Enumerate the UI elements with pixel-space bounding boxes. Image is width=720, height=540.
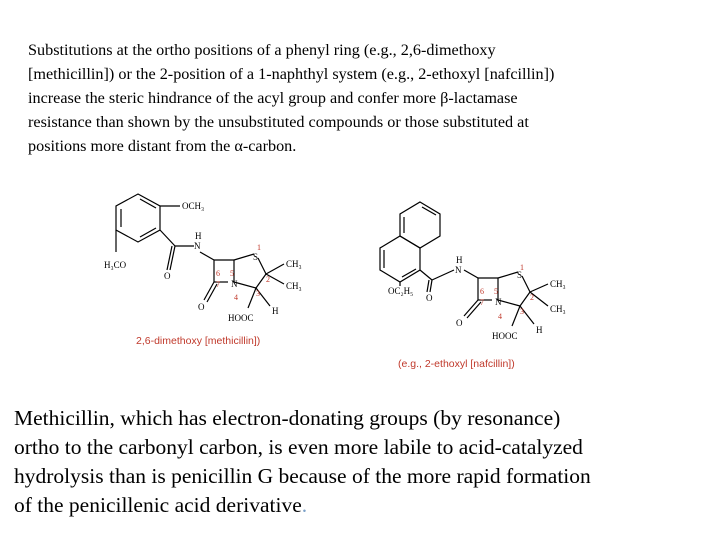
hooc-label: HOOC — [228, 313, 254, 323]
methyl-a-label: CH₃ — [550, 279, 566, 289]
ring-n-label: N — [231, 279, 238, 289]
lactam-o-label: O — [198, 302, 205, 312]
ring-number-1: 1 — [520, 263, 524, 272]
intro-line-2: [methicillin]) or the 2-position of a 1-naphthyl system (e.g., 2-ethoxyl [nafcillin]) — [28, 65, 555, 83]
ring-number-7: 7 — [480, 298, 484, 307]
methicillin-structure — [100, 190, 320, 340]
body-line-2: ortho to the carbonyl carbon, is even more labile to acid-catalyzed — [14, 435, 583, 459]
intro-line-5: positions more distant from the α-carbon. — [28, 137, 297, 155]
methicillin-paragraph — [14, 404, 714, 520]
intro-line-1: Substitutions at the ortho positions of a phenyl ring (e.g., 2,6-dimethoxy — [28, 41, 496, 59]
sulfur-label: S — [253, 252, 259, 262]
ring-number-2: 2 — [530, 293, 534, 302]
amide-h-label: H — [195, 231, 202, 241]
ring-number-2: 2 — [266, 275, 270, 284]
h3co-label: H₃CO — [104, 260, 127, 270]
methyl-b-label: CH₃ — [550, 304, 566, 314]
amide-n-label: N — [194, 241, 201, 251]
oc2h5-label: OC₂H₅ — [388, 286, 414, 296]
methyl-a-label: CH₃ — [286, 259, 302, 269]
nafcillin-structure — [370, 200, 590, 360]
ring-number-5: 5 — [494, 287, 498, 296]
body-line-1: Methicillin, which has electron-donating groups (by resonance) — [14, 406, 561, 430]
carbonyl-o-label: O — [426, 293, 433, 303]
carbonyl-o-label: O — [164, 271, 171, 281]
body-line-4-text: of the penicillenic acid derivative — [14, 493, 302, 517]
och3-label: OCH₃ — [182, 201, 205, 211]
methyl-b-label: CH₃ — [286, 281, 302, 291]
trailing-period: . — [301, 493, 308, 517]
ring-number-3: 3 — [520, 307, 524, 316]
ring-number-3: 3 — [256, 289, 260, 298]
methicillin-caption: 2,6-dimethoxy [methicillin]) — [136, 335, 261, 347]
body-line-4 — [14, 491, 714, 520]
intro-line-4: resistance than shown by the unsubstituted compounds or those substituted at — [28, 113, 529, 131]
body-line-3: hydrolysis than is penicillin G because of the more rapid formation — [14, 464, 591, 488]
ring-number-6: 6 — [216, 269, 220, 278]
ring-number-7: 7 — [216, 280, 220, 289]
sulfur-label: S — [517, 270, 523, 280]
h-label: H — [536, 325, 543, 335]
intro-paragraph — [28, 38, 708, 158]
lactam-o-label: O — [456, 318, 463, 328]
ring-number-4: 4 — [234, 293, 238, 302]
ring-number-4: 4 — [498, 312, 502, 321]
intro-line-3: increase the steric hindrance of the acyl group and confer more β-lactamase — [28, 89, 518, 107]
amide-h-label: H — [456, 255, 463, 265]
amide-n-label: N — [455, 265, 462, 275]
nafcillin-caption: (e.g., 2-ethoxyl [nafcillin]) — [398, 358, 515, 370]
ring-number-5: 5 — [230, 269, 234, 278]
hooc-label: HOOC — [492, 331, 518, 341]
ring-n-label: N — [495, 297, 502, 307]
h-label: H — [272, 306, 279, 316]
ring-number-6: 6 — [480, 287, 484, 296]
ring-number-1: 1 — [257, 243, 261, 252]
